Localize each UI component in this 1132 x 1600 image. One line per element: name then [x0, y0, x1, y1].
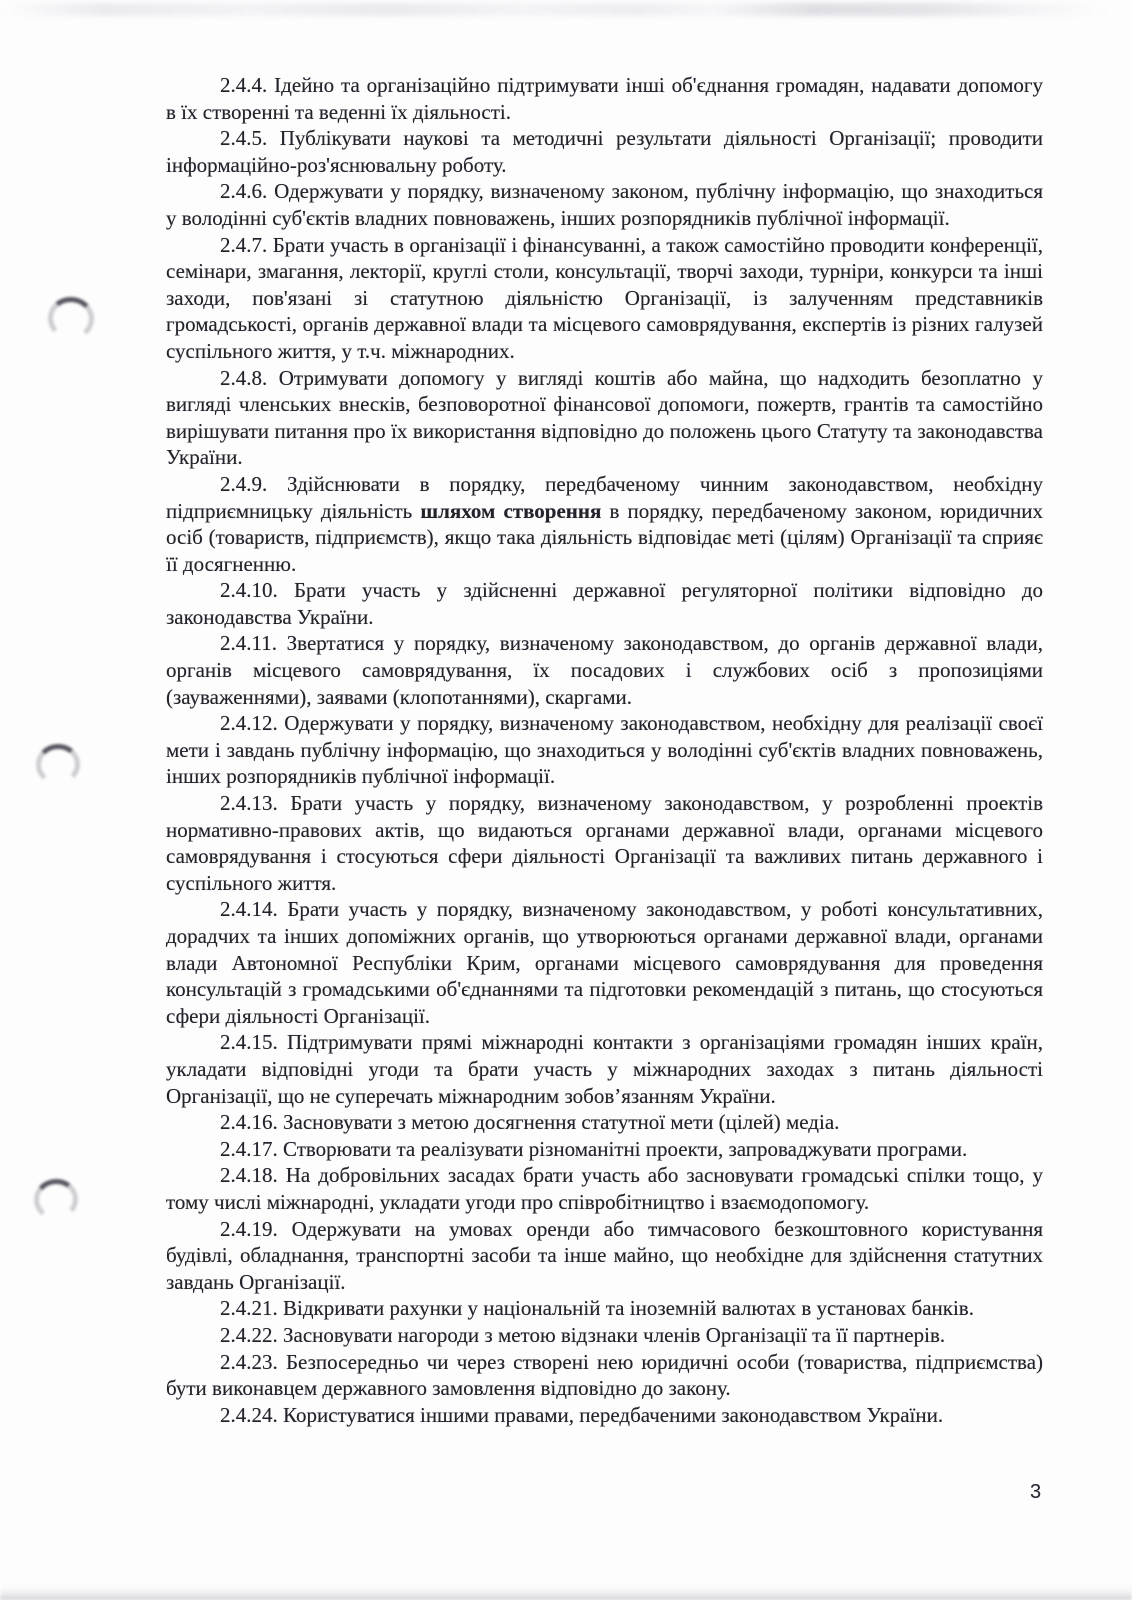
paragraph-text: На добровільних засадах брати участь або засновувати громадські спілки тощо, у тому числі міжнародні, укладати угоди про співробітництво і взаємодопомогу.	[166, 1163, 1044, 1214]
paragraph-number: 2.4.16.	[220, 1110, 283, 1135]
paragraph-2-4-23	[166, 1349, 1043, 1402]
paragraph-text: Підтримувати прямі міжнародні контакти з організаціями громадян інших країн, укладати відповідні угоди та брати участь у міжнародних заходах з питань діяльності Організації, що не суперечать міжнародним зобов’язанням України.	[166, 1030, 1043, 1108]
paragraph-2-4-21	[166, 1295, 1043, 1322]
paragraph-2-4-11	[166, 630, 1043, 710]
paragraph-2-4-15	[166, 1029, 1043, 1109]
paragraph-number: 2.4.11.	[220, 631, 287, 656]
paragraph-text: Засновувати з метою досягнення статутної мети (цілей) медіа.	[283, 1110, 840, 1135]
paragraph-2-4-4	[166, 72, 1043, 125]
paragraph-bold-text: шляхом створення	[420, 498, 602, 523]
paragraph-number: 2.4.18.	[220, 1163, 286, 1188]
paragraph-number: 2.4.22.	[220, 1322, 283, 1347]
paragraph-text: Одержувати на умовах оренди або тимчасового безкоштовного користування будівлі, обладнання, транспортні засоби та інше майно, що необхідне для здійснення статутних завдань Організації.	[166, 1216, 1044, 1294]
paragraph-number: 2.4.4.	[220, 73, 275, 97]
paragraph-2-4-14	[166, 896, 1043, 1029]
paragraph-text: Відкривати рахунки у національній та іноземній валютах в установах банків.	[283, 1296, 974, 1321]
paragraph-number: 2.4.24.	[220, 1402, 283, 1427]
paragraph-number: 2.4.7.	[220, 232, 273, 257]
paragraph-number: 2.4.17.	[220, 1136, 283, 1161]
hole-punch-mark-3	[32, 1177, 80, 1222]
paragraph-number: 2.4.14.	[220, 897, 288, 922]
paragraph-number: 2.4.13.	[220, 791, 291, 816]
paragraph-text: Брати участь в організації і фінансуванні, а також самостійно проводити конференції, семінари, змагання, лекторії, круглі столи, консультації, творчі заходи, турніри, конкурси та інші заходи, пов'язані зі статутною діяльністю Організації, із залученням представників громадськості, органів державної влади та місцевого самоврядування, експертів із різних галузей суспільного життя, у т.ч. міжнародних.	[166, 232, 1043, 363]
paragraph-2-4-13	[166, 790, 1043, 896]
paragraph-2-4-24	[166, 1402, 1043, 1429]
paragraph-text: Здійснювати в порядку, передбаченому чинним законодавством, необхідну підприємницьку діяльність	[166, 471, 1044, 523]
paragraph-text: Звертатися у порядку, визначеному законодавством, до органів державної влади, органів місцевого самоврядування, їх посадових і службових осіб з пропозиціями (зауваженнями), заявами (клопотаннями), скаргами.	[166, 631, 1043, 709]
paragraph-text: Користуватися іншими правами, передбаченими законодавством України.	[283, 1402, 944, 1427]
paragraph-text: Засновувати нагороди з метою відзнаки членів Організації та її партнерів.	[283, 1322, 946, 1347]
paragraph-number: 2.4.10.	[220, 578, 294, 603]
paragraph-2-4-9	[166, 471, 1043, 577]
document-body	[166, 72, 1043, 1428]
scan-artifact-top	[0, 3, 1132, 16]
scan-artifact-bottom	[0, 1586, 1132, 1600]
paragraph-number: 2.4.8.	[220, 365, 279, 390]
paragraph-2-4-12	[166, 710, 1043, 790]
paragraph-text: Публікувати наукові та методичні результати діяльності Організації; проводити інформаційно-роз'яснювальну роботу.	[166, 126, 1043, 177]
paragraph-number: 2.4.9.	[220, 471, 288, 496]
paragraph-2-4-16	[166, 1109, 1043, 1136]
paragraph-number: 2.4.19.	[220, 1216, 292, 1241]
paragraph-text: Безпосередньо чи через створені нею юридичні особи (товариства, підприємства) бути виконавцем державного замовлення відповідно до закону.	[166, 1349, 1044, 1401]
paragraph-2-4-10	[166, 577, 1043, 630]
paragraph-text: Отримувати допомогу у вигляді коштів або майна, що надходить безоплатно у вигляді членських внесків, безповоротної фінансової допомоги, пожертв, грантів та самостійно вирішувати питання про їх використання відповідно до положень цього Статуту та законодавства України.	[166, 365, 1044, 470]
paragraph-2-4-5	[166, 125, 1043, 178]
paragraph-number: 2.4.6.	[220, 179, 275, 204]
paragraph-2-4-18	[166, 1162, 1043, 1215]
paragraph-text: Брати участь у порядку, визначеному законодавством, у розробленні проектів нормативно-правових актів, що видаються органами державної влади, органами місцевого самоврядування і стосуються сфери діяльності Організації та важливих питань державного і суспільного життя.	[166, 791, 1044, 895]
paragraph-number: 2.4.12.	[220, 711, 285, 736]
paragraph-text: Створювати та реалізувати різноманітні проекти, запроваджувати програми.	[283, 1136, 968, 1161]
paragraph-2-4-6	[166, 178, 1043, 231]
paragraph-text: Брати участь у здійсненні державної регуляторної політики відповідно до законодавства України.	[166, 578, 1043, 629]
hole-punch-mark-2	[35, 743, 81, 786]
paragraph-text: в порядку, передбаченому законом, юридичних осіб (товариств, підприємств), якщо така діяльність відповідає меті (цілям) Організації та сприяє її досягненню.	[166, 498, 1043, 576]
paragraph-text: Брати участь у порядку, визначеному законодавством, у роботі консультативних, дорадчих та інших допоміжних органів, що утворюються органами державної влади, органами влади Автономної Республіки Крим, органами місцевого самоврядування для проведення консультацій з громадськими об'єднаннями та підготовки рекомендацій з питань, що стосуються сфери діяльності Організації.	[166, 897, 1043, 1028]
paragraph-number: 2.4.15.	[220, 1030, 287, 1055]
paragraph-2-4-8	[166, 365, 1043, 471]
paragraph-text: Одержувати у порядку, визначеному законодавством, необхідну для реалізації своєї мети і завдань публічну інформацію, що знаходиться у володінні суб'єктів владних повноважень, інших розпорядників публічної інформації.	[166, 711, 1044, 789]
paragraph-2-4-7	[166, 232, 1043, 365]
paragraph-number: 2.4.21.	[220, 1296, 283, 1321]
paragraph-2-4-17	[166, 1136, 1043, 1163]
paragraph-number: 2.4.23.	[220, 1349, 286, 1374]
paragraph-text: Ідейно та організаційно підтримувати інші об'єднання громадян, надавати допомогу в їх створенні та веденні їх діяльності.	[166, 73, 1043, 124]
paragraph-text: Одержувати у порядку, визначеному законом, публічну інформацію, що знаходиться у володінні суб'єктів владних повноважень, інших розпорядників публічної інформації.	[166, 179, 1044, 230]
paragraph-number: 2.4.5.	[220, 126, 280, 151]
paragraph-2-4-22	[166, 1322, 1043, 1349]
hole-punch-mark-1	[47, 295, 96, 341]
page-number: 3	[1030, 1481, 1042, 1503]
paragraph-2-4-19	[166, 1216, 1043, 1296]
